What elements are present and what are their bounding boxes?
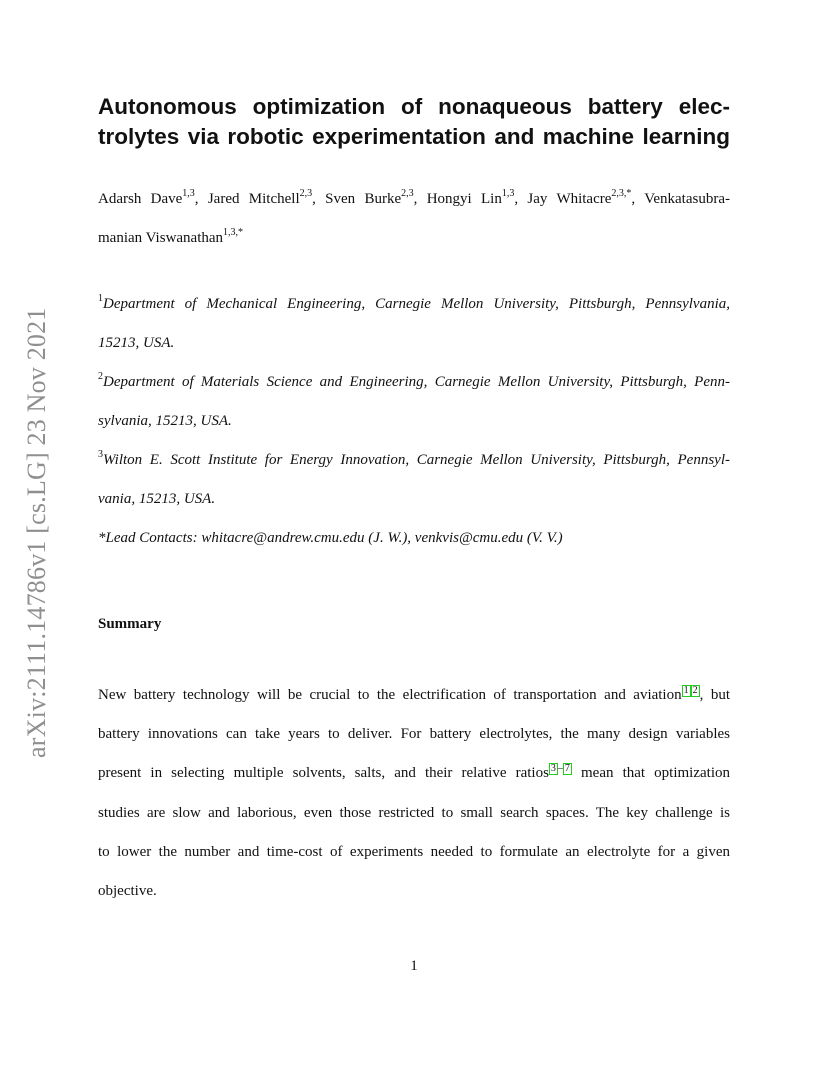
author-name: Adarsh Dave bbox=[98, 191, 183, 207]
citation-range-dash: – bbox=[557, 763, 563, 774]
lead-contacts bbox=[98, 519, 730, 558]
affiliation-line bbox=[98, 363, 730, 402]
arxiv-identifier-watermark: arXiv:2111.14786v1 [cs.LG] 23 Nov 2021 bbox=[22, 307, 51, 758]
summary-text: New battery technology will be crucial to the electrification of transportation and aviation bbox=[98, 687, 682, 703]
affiliation-line bbox=[98, 285, 730, 324]
affiliation-1 bbox=[98, 285, 730, 363]
affiliation-3 bbox=[98, 441, 730, 519]
citation-link[interactable]: 1 bbox=[683, 685, 689, 696]
affiliation-text: Department of Materials Science and Engineering, Carnegie Mellon University, Pittsburgh, Penn- bbox=[103, 374, 730, 390]
affiliation-line: sylvania, 15213, USA. bbox=[98, 413, 232, 429]
citation-link[interactable]: 3 bbox=[550, 763, 556, 774]
citation-link[interactable]: 7 bbox=[564, 763, 570, 774]
author-name: , Hongyi Lin bbox=[413, 191, 502, 207]
affiliation-text: Department of Mechanical Engineering, Carnegie Mellon University, Pittsburgh, Pennsylvania, bbox=[103, 296, 730, 312]
author-name: , Jared Mitchell bbox=[194, 191, 300, 207]
summary-text: mean that optimization bbox=[571, 765, 730, 781]
summary-line-6: objective. bbox=[98, 883, 157, 899]
section-heading-summary: Summary bbox=[98, 616, 162, 632]
author-affiliation-marker: 1,3 bbox=[182, 188, 195, 199]
summary-line-1 bbox=[98, 676, 730, 715]
author-name: , Venkatasubra- bbox=[631, 191, 730, 207]
summary-text: , but bbox=[699, 687, 730, 703]
author-affiliation-marker: 1,3 bbox=[501, 188, 515, 199]
author-line-2 bbox=[98, 219, 730, 258]
affiliation-marker: 2 bbox=[98, 371, 103, 382]
summary-line-4: studies are slow and laborious, even those restricted to small search spaces. The key challenge is bbox=[98, 805, 730, 821]
affiliation-line bbox=[98, 441, 730, 480]
author-list bbox=[98, 180, 730, 258]
author-name: , Sven Burke bbox=[312, 191, 402, 207]
summary-line-3 bbox=[98, 754, 730, 794]
title-line-2: trolytes via robotic experimentation and machine learning bbox=[98, 124, 730, 149]
summary-line-5: to lower the number and time-cost of experiments needed to formulate an electrolyte for a given bbox=[98, 844, 730, 860]
author-affiliation-marker: 2,3,* bbox=[611, 188, 632, 199]
citation-link[interactable]: 2 bbox=[692, 685, 698, 696]
title-line-1: Autonomous optimization of nonaqueous battery elec- bbox=[98, 94, 730, 119]
paper-title bbox=[98, 92, 730, 152]
author-affiliation-marker: 2,3 bbox=[299, 188, 313, 199]
summary-line-2: battery innovations can take years to deliver. For battery electrolytes, the many design variables bbox=[98, 726, 730, 742]
affiliation-2 bbox=[98, 363, 730, 441]
affiliation-marker: 1 bbox=[98, 293, 103, 304]
affiliation-line: 15213, USA. bbox=[98, 335, 175, 351]
page-number: 1 bbox=[410, 958, 418, 974]
author-affiliation-marker: 1,3,* bbox=[223, 227, 244, 238]
author-line-1 bbox=[98, 180, 730, 219]
affiliation-line: vania, 15213, USA. bbox=[98, 491, 216, 507]
lead-contacts-text: *Lead Contacts: whitacre@andrew.cmu.edu (J. W.), venkvis@cmu.edu (V. V.) bbox=[98, 530, 563, 546]
author-name: manian Viswanathan bbox=[98, 230, 224, 246]
author-name: , Jay Whitacre bbox=[514, 191, 612, 207]
summary-paragraph bbox=[98, 676, 730, 911]
affiliation-marker: 3 bbox=[98, 449, 103, 460]
author-affiliation-marker: 2,3 bbox=[401, 188, 414, 199]
summary-text: present in selecting multiple solvents, salts, and their relative ratios bbox=[98, 765, 549, 781]
affiliation-text: Wilton E. Scott Institute for Energy Innovation, Carnegie Mellon University, Pittsburgh, Pennsyl- bbox=[103, 452, 730, 468]
